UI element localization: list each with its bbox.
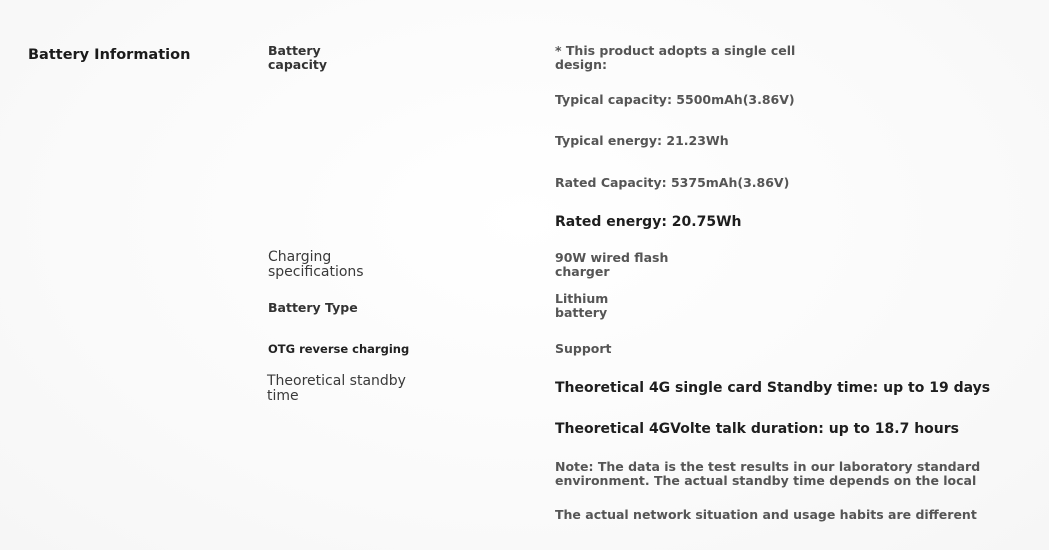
rated-energy: Rated energy: 20.75Wh: [555, 214, 742, 230]
typical-energy: Typical energy: 21.23Wh: [555, 133, 729, 148]
section-title: Battery Information: [28, 47, 191, 63]
rated-capacity: Rated Capacity: 5375mAh(3.86V): [555, 175, 790, 190]
standby-time-value: Theoretical 4G single card Standby time: up to 19 days: [555, 380, 991, 396]
otg-value: Support: [555, 341, 612, 356]
typical-capacity: Typical capacity: 5500mAh(3.86V): [555, 92, 795, 107]
battery-capacity-label-line2: capacity: [268, 57, 328, 72]
standby-note-extra: The actual network situation and usage habits are different: [555, 507, 977, 522]
charging-spec-label-line2: specifications: [268, 264, 364, 280]
single-cell-note-line2: design:: [555, 57, 607, 72]
standby-note-line1: Note: The data is the test results in our laboratory standard: [555, 459, 981, 474]
charging-spec-label: [268, 250, 364, 280]
standby-label-line2: time: [267, 388, 299, 404]
battery-capacity-label-line1: Battery: [268, 43, 321, 58]
standby-note: [555, 460, 980, 488]
charging-spec-value: [555, 251, 668, 279]
charging-spec-value-line1: 90W wired flash: [555, 250, 669, 265]
standby-label: [267, 374, 406, 404]
talk-duration-value: Theoretical 4GVolte talk duration: up to 18.7 hours: [555, 421, 959, 437]
charging-spec-value-line2: charger: [555, 264, 610, 279]
battery-type-value: [555, 292, 608, 320]
standby-note-line2: environment. The actual standby time depends on the local: [555, 473, 977, 488]
battery-capacity-label: [268, 44, 327, 72]
charging-spec-label-line1: Charging: [268, 249, 332, 265]
battery-type-value-line2: battery: [555, 305, 608, 320]
single-cell-note: [555, 44, 795, 72]
single-cell-note-line1: * This product adopts a single cell: [555, 43, 796, 58]
battery-type-label: Battery Type: [268, 300, 358, 315]
standby-label-line1: Theoretical standby: [267, 373, 406, 389]
otg-label: OTG reverse charging: [268, 342, 410, 356]
battery-type-value-line1: Lithium: [555, 291, 609, 306]
